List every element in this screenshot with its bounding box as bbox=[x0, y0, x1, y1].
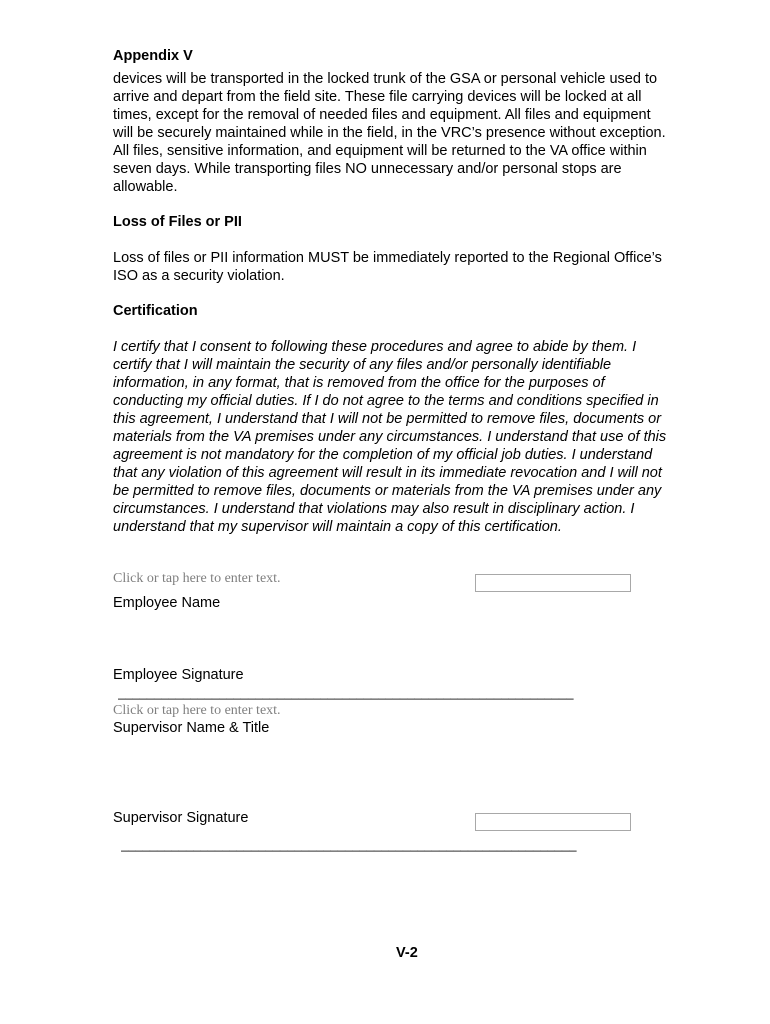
supervisor-signature-line[interactable]: _______________________________________________________________ bbox=[121, 838, 577, 852]
employee-name-label: Employee Name bbox=[113, 595, 221, 611]
certification-heading: Certification bbox=[113, 303, 198, 319]
employee-signature-label: Employee Signature bbox=[113, 667, 244, 683]
supervisor-signature-label: Supervisor Signature bbox=[113, 810, 249, 826]
supervisor-signature-date-box[interactable] bbox=[475, 813, 631, 831]
employee-name-date-box[interactable] bbox=[475, 574, 631, 592]
page-number: V-2 bbox=[396, 945, 418, 961]
supervisor-name-input[interactable]: Click or tap here to enter text. bbox=[113, 703, 281, 718]
supervisor-name-label: Supervisor Name & Title bbox=[113, 720, 270, 736]
appendix-title: Appendix V bbox=[113, 48, 193, 64]
loss-of-files-heading: Loss of Files or PII bbox=[113, 214, 242, 230]
loss-of-files-paragraph: Loss of files or PII information MUST be immediately reported to the Regional Office’s ISO as a security violation. bbox=[113, 250, 662, 284]
intro-paragraph: devices will be transported in the locked trunk of the GSA or personal vehicle used to arrive and depart from the field site. These file carrying devices will be locked at all times, except for the removal of needed files and equipment. All files and equipment will be securely maintained while in the field, in the VRC’s presence without exception. All files, sensitive information, and equipment will be returned to the VA office within seven days. While transporting files NO unnecessary and/or personal stops are allowable. bbox=[113, 71, 666, 195]
employee-name-input[interactable]: Click or tap here to enter text. bbox=[113, 571, 281, 586]
certification-paragraph: I certify that I consent to following these procedures and agree to abide by them. I certify that I will maintain the security of any files and/or personally identifiable information, in any format, that is removed from the office for the purposes of conducting my official duties. If I do not agree to the terms and conditions specified in this agreement, I understand that I will not be permitted to remove files, documents or materials from the VA premises under any circumstances. I understand that use of this agreement is not mandatory for the completion of my official job duties. I understand that any violation of this agreement will result in its immediate revocation and I will not be permitted to remove files, documents or materials from the VA premises under any circumstances. I understand that violations may also result in disciplinary action. I understand that my supervisor will maintain a copy of this certification. bbox=[113, 339, 667, 535]
employee-signature-line[interactable]: _______________________________________________________________ bbox=[118, 686, 574, 700]
